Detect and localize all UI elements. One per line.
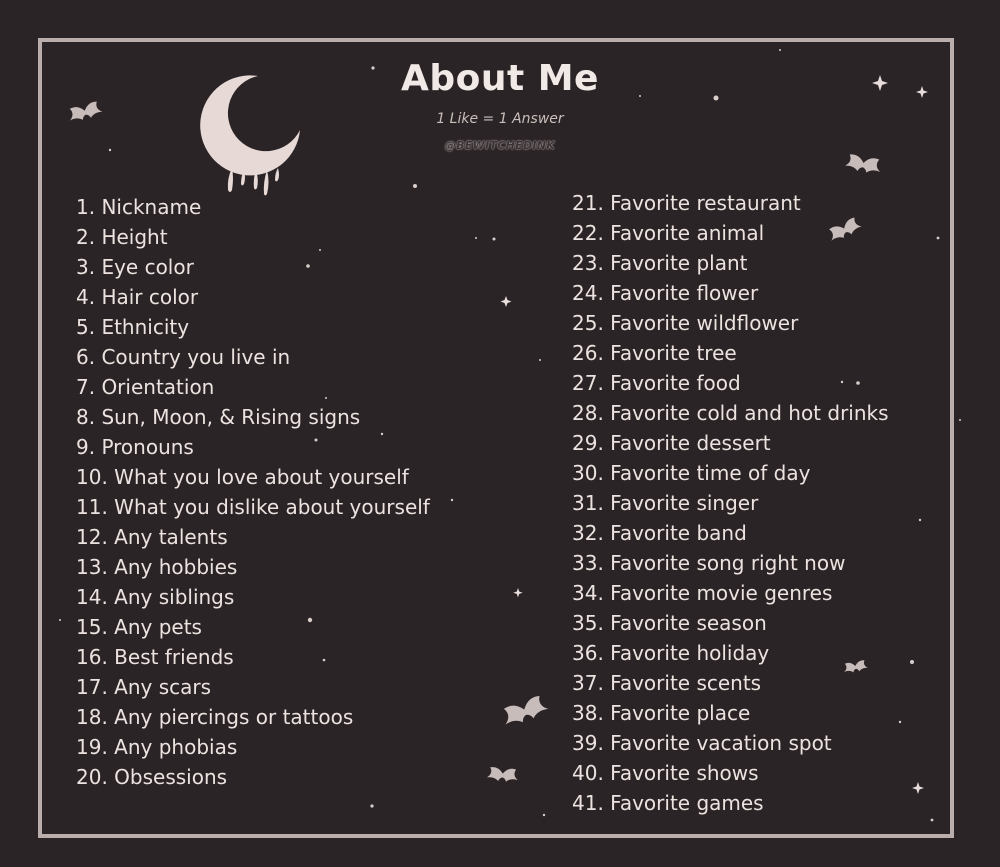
question-item: 33. Favorite song right now bbox=[572, 551, 846, 575]
question-item: 15. Any pets bbox=[76, 615, 202, 639]
question-item: 19. Any phobias bbox=[76, 735, 238, 759]
question-item: 17. Any scars bbox=[76, 675, 212, 699]
question-item: 41. Favorite games bbox=[572, 791, 764, 815]
question-item: 21. Favorite restaurant bbox=[572, 191, 801, 215]
question-item: 22. Favorite animal bbox=[572, 221, 765, 245]
question-item: 32. Favorite band bbox=[572, 521, 747, 545]
question-item: 35. Favorite season bbox=[572, 611, 767, 635]
question-item: 9. Pronouns bbox=[76, 435, 194, 459]
question-list-right bbox=[572, 188, 889, 818]
question-item: 5. Ethnicity bbox=[76, 315, 190, 339]
question-item: 3. Eye color bbox=[76, 255, 194, 279]
question-item: 27. Favorite food bbox=[572, 371, 741, 395]
watermark-handle: @BEWITCHEDINK bbox=[444, 139, 556, 152]
question-item: 12. Any talents bbox=[76, 525, 228, 549]
question-item: 8. Sun, Moon, & Rising signs bbox=[76, 405, 361, 429]
question-item: 10. What you love about yourself bbox=[76, 465, 409, 489]
question-item: 6. Country you live in bbox=[76, 345, 291, 369]
question-item: 16. Best friends bbox=[76, 645, 234, 669]
question-item: 36. Favorite holiday bbox=[572, 641, 770, 665]
question-item: 38. Favorite place bbox=[572, 701, 751, 725]
question-item: 14. Any siblings bbox=[76, 585, 235, 609]
question-item: 30. Favorite time of day bbox=[572, 461, 811, 485]
question-list-left bbox=[76, 192, 430, 792]
question-item: 20. Obsessions bbox=[76, 765, 228, 789]
question-item: 2. Height bbox=[76, 225, 168, 249]
question-item: 40. Favorite shows bbox=[572, 761, 759, 785]
question-item: 26. Favorite tree bbox=[572, 341, 737, 365]
question-item: 7. Orientation bbox=[76, 375, 215, 399]
question-item: 23. Favorite plant bbox=[572, 251, 748, 275]
question-item: 39. Favorite vacation spot bbox=[572, 731, 832, 755]
question-item: 18. Any piercings or tattoos bbox=[76, 705, 354, 729]
page-title: About Me bbox=[401, 58, 599, 99]
question-item: 28. Favorite cold and hot drinks bbox=[572, 401, 889, 425]
question-item: 24. Favorite flower bbox=[572, 281, 759, 305]
subtitle: 1 Like = 1 Answer bbox=[436, 111, 564, 127]
question-item: 4. Hair color bbox=[76, 285, 199, 309]
question-item: 1. Nickname bbox=[76, 195, 202, 219]
question-item: 31. Favorite singer bbox=[572, 491, 759, 515]
question-item: 25. Favorite wildflower bbox=[572, 311, 799, 335]
question-item: 11. What you dislike about yourself bbox=[76, 495, 430, 519]
question-item: 34. Favorite movie genres bbox=[572, 581, 833, 605]
question-item: 13. Any hobbies bbox=[76, 555, 238, 579]
question-item: 37. Favorite scents bbox=[572, 671, 762, 695]
question-item: 29. Favorite dessert bbox=[572, 431, 771, 455]
